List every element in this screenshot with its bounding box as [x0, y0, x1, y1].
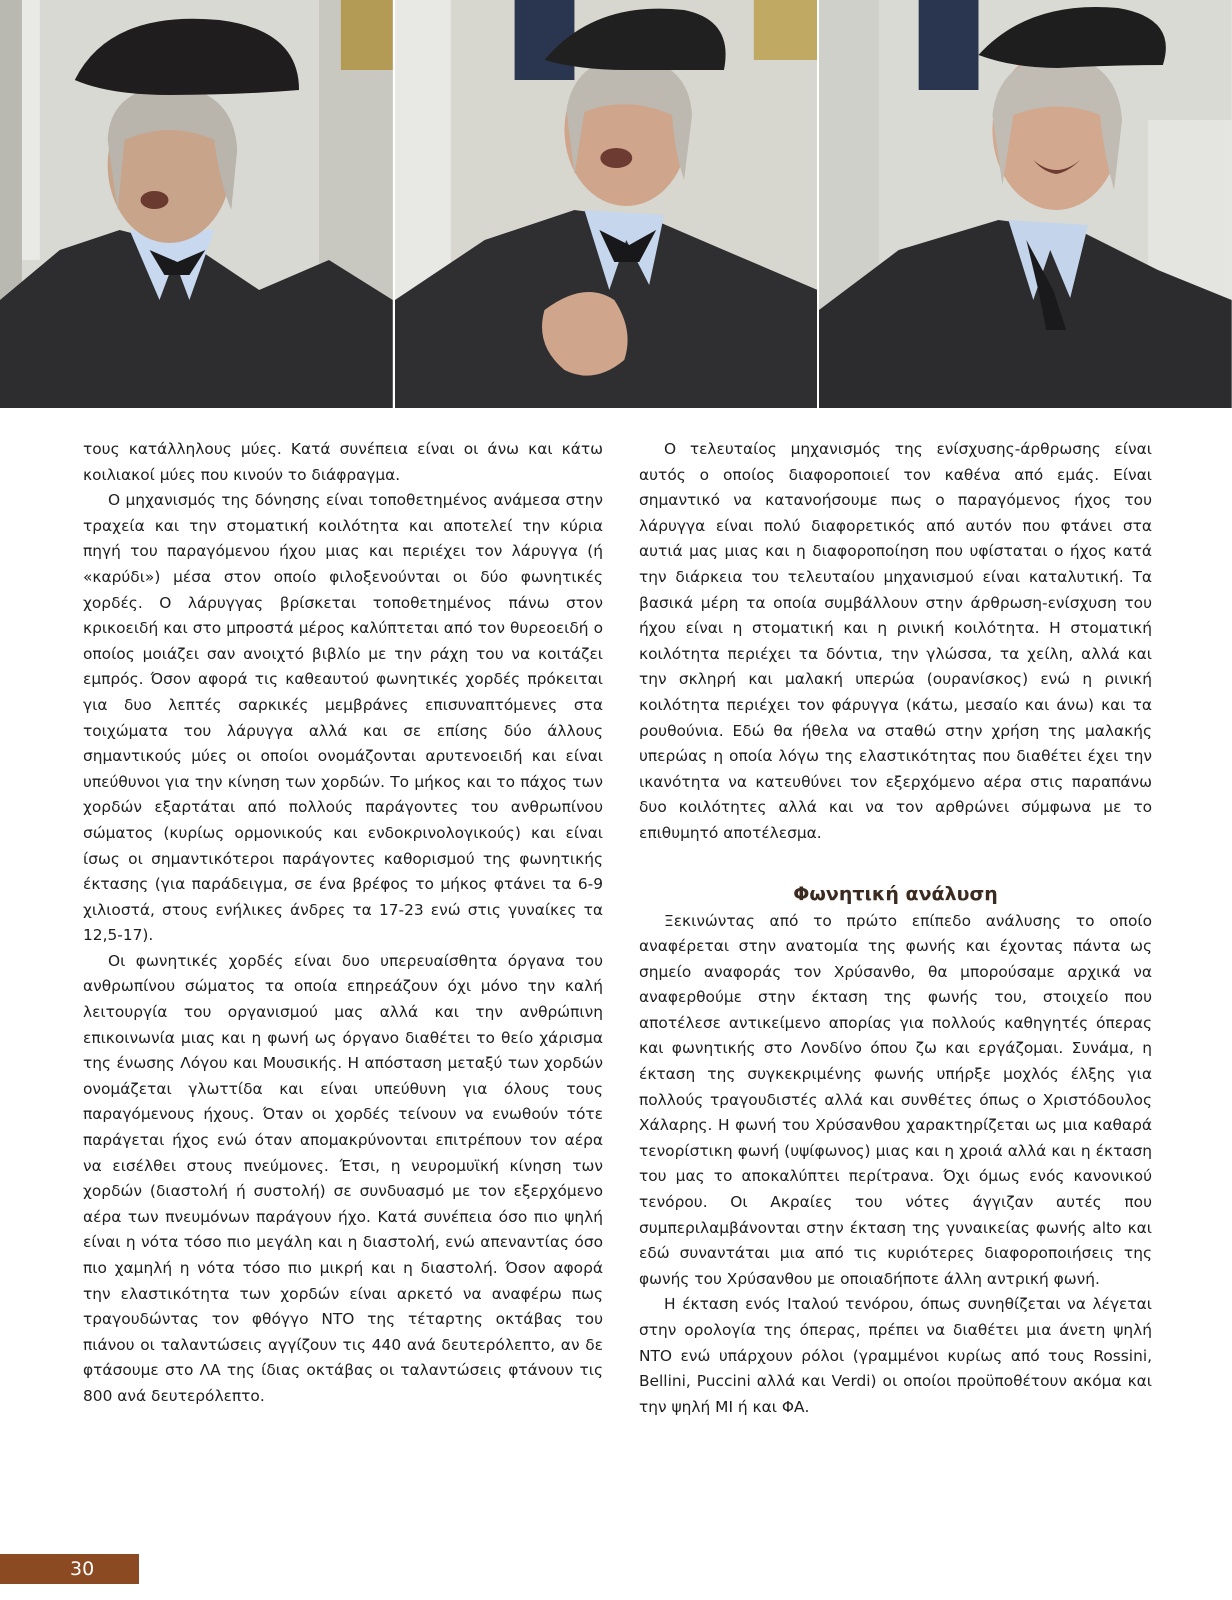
photo-panel-3: [819, 0, 1232, 408]
singer-portrait-photo-2: [395, 0, 818, 408]
right-column: [639, 437, 1152, 1420]
section-heading: Φωνητική ανάλυση: [793, 882, 998, 905]
left-paragraph-1: τους κατάλληλους μύες. Κατά συνέπεια είναι οι άνω και κάτω κοιλιακοί μύες που κινούν το διάφραγμα.: [83, 440, 603, 484]
right-paragraph-2: Ξεκινώντας από το πρώτο επίπεδο ανάλυσης το οποίο αναφέρεται στην ανατομία της φωνής και έχοντας πάντα ως σημείο αναφοράς τον Χρύσανθο, θα μπορούσαμε αρχικά να αναφερθούμε στην έκταση της φωνής του, στοιχείο που αποτέλεσε αντικείμενο απορίας για πολλούς καθηγητές όπερας και φωνητικής στο Λονδίνο όπου ζω και εργάζομαι. Συνάμα, η έκταση της συγκεκριμένης φωνής υπήρξε μοχλός έλξης για πολλούς τραγουδιστές αλλά και συνθέτες όπως ο Χριστόδουλος Χάλαρης. Η φωνή του Χρύσανθου χαρακτηρίζεται ως μια καθαρά τενορίστικη φωνή (υψίφωνος) μιας και η χροιά αλλά και η έκταση του μας το αποκαλύπτει περίτρανα. Όχι όμως ενός κανονικού τενόρου. Οι Ακραίες του νότες άγγιζαν αυτές που συμπεριλαμβάνονται στην έκταση της γυναικείας φωνής alto και εδώ συναντάται μια από τις κυριότερες διαφοροποιήσεις της φωνής του Χρύσανθου με οποιαδήποτε άλλη αντρική φωνή.: [639, 911, 1152, 1288]
left-paragraph-2: Ο μηχανισμός της δόνησης είναι τοποθετημένος ανάμεσα στην τραχεία και την στοματική κοιλότητα και αποτελεί την κύρια πηγή του παραγόμενου ήχου μιας και περιέχει τον λάρυγγα (ή «καρύδι») μέσα στον οποίο φιλοξενούνται οι δύο φωνητικές χορδές. Ο λάρυγγας βρίσκεται τοποθετημένος πάνω στον κρικοειδή και στο μπροστά μέρος καλύπτεται από τον θυρεοειδή ο οποίος μοιάζει σαν ανοιχτό βιβλίο με την ράχη του να κοιτάζει εμπρός. Όσον αφορά τις καθεαυτού φωνητικές χορδές πρόκειται για δυο λεπτές σαρκικές μεμβράνες επισυναπτόμενες στα τοιχώματα του λάρυγγα αλλά και σε επίσης δύο άλλους σημαντικούς μύες οι οποίοι ονομάζονται αρυτενοειδή και είναι υπεύθυνοι για την κίνηση των χορδών. Το μήκος και το πάχος των χορδών εξαρτάται από πολλούς παράγοντες του ανθρωπίνου σώματος (κυρίως ορμονικούς και ενδοκρινολογικούς) και είναι ίσως οι σημαντικότεροι παράγοντες καθορισμού της φωνητικής έκτασης (για παράδειγμα, σε ένα βρέφος το μήκος φτάνει τα 6-9 χιλιοστά, στους ενήλικες άνδρες τα 17-23 ενώ στις γυναίκες τα 12,5-17).: [83, 491, 603, 945]
photo-panel-2: [395, 0, 820, 408]
right-paragraph-1: Ο τελευταίος μηχανισμός της ενίσχυσης-άρθρωσης είναι αυτός ο οποίος διαφοροποιεί τον καθένα από εμάς. Είναι σημαντικό να κατανοήσουμε πως ο παραγόμενος ήχος του λάρυγγα είναι πολύ διαφορετικός από αυτόν που φτάνει στα αυτιά μας μιας και η διαφοροποίηση που υφίσταται ο ήχος κατά την διάρκεια του τελευταίου μηχανισμού είναι καταλυτική. Τα βασικά μέρη τα οποία συμβάλλουν στην άρθρωση-ενίσχυση του ήχου είναι η στοματική και η ρινική κοιλότητα. Η στοματική κοιλότητα περιέχει τα δόντια, την γλώσσα, τα χείλη, αλλά και την σκληρή και μαλακή υπερώα (ουρανίσκος) ενώ η ρινική κοιλότητα περιέχει τον φάρυγγα (κάτω, μεσαίο και άνω) και τα ρουθούνια. Εδώ θα ήθελα να σταθώ στην χρήση της μαλακής υπερώας η οποία λόγω της ελαστικότητας που διαθέτει έχει την ικανότητα να κατευθύνει τον εξερχόμενο αέρα στις παραπάνω δυο κοιλότητες αλλά και να τον αρθρώνει σύμφωνα με το επιθυμητό αποτέλεσμα.: [639, 440, 1152, 842]
photo-panel-1: [0, 0, 395, 408]
left-paragraph-3: Οι φωνητικές χορδές είναι δυο υπερευαίσθητα όργανα του ανθρωπίνου σώματος τα οποία επηρεάζουν όχι μόνο την καλή λειτουργία του οργανισμού μας αλλά και την ανθρώπινη επικοινωνία μιας και η φωνή ως όργανο διαθέτει το θείο χάρισμα της ένωσης Λόγου και Μουσικής. Η απόσταση μεταξύ των χορδών ονομάζεται γλωττίδα και είναι υπεύθυνη για όλους τους παραγόμενους ήχους. Όταν οι χορδές τείνουν να ενωθούν τότε παράγεται ήχος ενώ όταν απομακρύνονται επιτρέπουν τον αέρα να εισέλθει στους πνεύμονες. Έτσι, η νευρομυϊκή κίνηση των χορδών (διαστολή ή συστολή) σε συνδυασμό με τον εξερχόμενο αέρα των πνευμόνων παράγουν ήχο. Κατά συνέπεια όσο πιο ψηλή είναι η νότα τόσο πιο μεγάλη και η διαστολή, ενώ απεναντίας όσο πιο χαμηλή η νότα τόσο πιο μικρή και η διαστολή. Όσον αφορά την ελαστικότητα των χορδών είναι αρκετό να αναφέρω πως τραγουδώντας τον φθόγγο ΝΤΟ της τέταρτης οκτάβας του πιάνου οι ταλαντώσεις αγγίζουν τις 440 ανά δευτερόλεπτο, αν δε φτάσουμε στο ΛΑ της ίδιας οκτάβας οι ταλαντώσεις φτάνουν τις 800 ανά δευτερόλεπτο.: [83, 951, 603, 1405]
page-number-bar: [0, 1554, 139, 1584]
singer-portrait-photo-3: [819, 0, 1232, 408]
singer-portrait-photo-1: [0, 0, 393, 408]
right-paragraph-3: Η έκταση ενός Ιταλού τενόρου, όπως συνηθίζεται να λέγεται στην ορολογία της όπερας, πρέπει να διαθέτει μια άνετη ψηλή ΝΤΟ ενώ υπάρχουν ρόλοι (γραμμένοι κυρίως από τους Rossini, Bellini, Puccini αλλά και Verdi) οι οποίοι προϋποθέτουν ακόμα και την ψηλή ΜΙ ή και ΦΑ.: [639, 1295, 1152, 1416]
left-column: [83, 437, 603, 1410]
page-number: 30: [70, 1558, 95, 1580]
photo-strip: [0, 0, 1232, 408]
